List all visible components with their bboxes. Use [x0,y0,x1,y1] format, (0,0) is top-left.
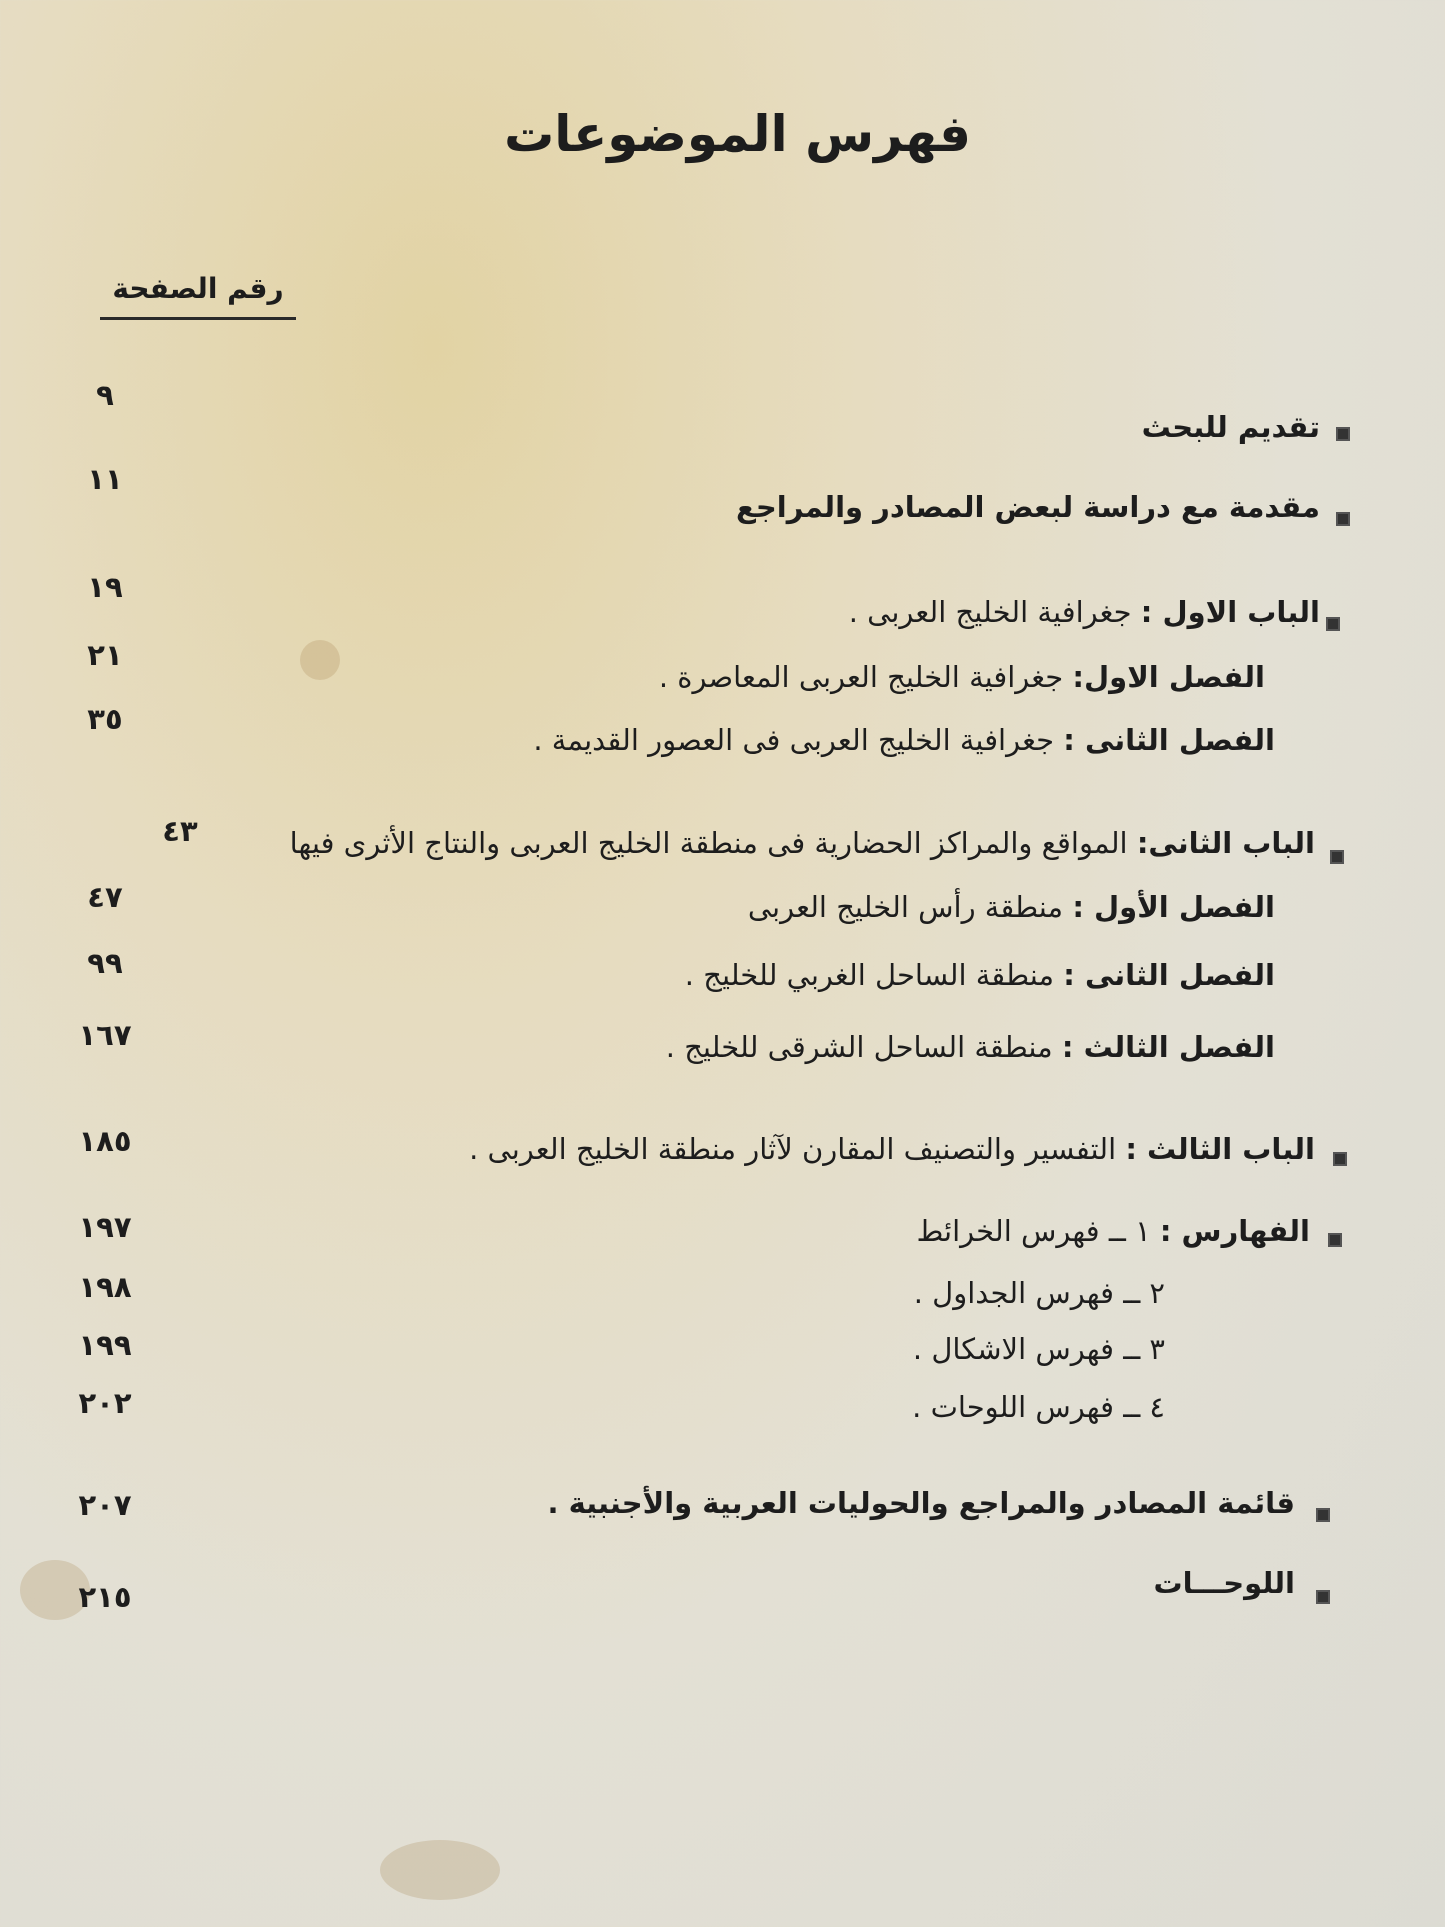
entry-text: ٤ ــ فهرس اللوحات . [912,1390,1165,1424]
entry-text: منطقة الساحل الشرقى للخليج . [665,1030,1053,1064]
toc-entry [659,660,1265,694]
toc-entry [533,723,1275,757]
entry-text: منطقة الساحل الغربي للخليج . [684,958,1055,992]
entry-label: الباب الثانى: [1136,826,1315,860]
toc-entry [849,595,1320,629]
entry-label: الفصل الثالث : [1061,1030,1275,1064]
page-number-column-header: رقم الصفحة [100,272,296,320]
page-number: ١٩٩ [78,1328,132,1362]
bullet-icon [1326,617,1340,631]
page-number: ٢١ [87,638,123,672]
bullet-icon [1316,1590,1330,1604]
page-number: ٢٠٢ [78,1386,132,1420]
bullet-icon [1333,1152,1347,1166]
entry-text: ١ ــ فهرس الخرائط [916,1214,1151,1248]
toc-entry [912,1390,1165,1424]
entry-text: جغرافية الخليج العربى المعاصرة . [658,660,1064,694]
page-number: ٤٣ [162,814,198,848]
entry-label: مقدمة مع دراسة لبعض المصادر والمراجع [736,490,1320,524]
entry-label: الفهارس : [1159,1214,1310,1248]
entry-text: ٣ ــ فهرس الاشكال . [912,1332,1165,1366]
toc-entry [736,490,1320,524]
stain [380,1840,500,1900]
toc-entry [685,958,1275,992]
toc-entry [748,890,1275,924]
entry-text: منطقة رأس الخليج العربى [747,890,1064,924]
page-number: ١٩٨ [78,1270,132,1304]
bullet-icon [1316,1508,1330,1522]
page-number: ٢١٥ [78,1580,132,1614]
entry-label: الفصل الاول: [1072,660,1265,694]
entry-label: الباب الاول : [1140,595,1320,629]
entry-text: جغرافية الخليج العربى فى العصور القديمة . [533,723,1055,757]
page-number: ٢٠٧ [78,1488,132,1522]
toc-entry [914,1276,1165,1310]
entry-text: المواقع والمراكز الحضارية فى منطقة الخليج العربى والنتاج الأثرى فيها [289,826,1128,860]
page-number: ١٩ [87,570,123,604]
entry-label: اللوحـــات [1153,1566,1295,1600]
page-number: ٤٧ [87,880,123,914]
entry-label: قائمة المصادر والمراجع والحوليات العربية والأجنبية . [547,1486,1295,1520]
page-number: ٣٥ [87,702,123,736]
entry-label: الفصل الأول : [1072,890,1275,924]
page-title: فهرس الموضوعات [504,105,971,163]
page-number: ٩٩ [87,946,123,980]
entry-label: الفصل الثانى : [1063,723,1275,757]
toc-entry [469,1132,1315,1166]
page-number: ١١ [87,462,123,496]
entry-label: الباب الثالث : [1125,1132,1315,1166]
bullet-icon [1328,1233,1342,1247]
bullet-icon [1330,850,1344,864]
entry-text: جغرافية الخليج العربى . [848,595,1132,629]
toc-entry [913,1332,1165,1366]
entry-label: الفصل الثانى : [1063,958,1275,992]
page-number: ٩ [96,378,114,412]
toc-entry [290,826,1315,860]
page-number: ١٩٧ [78,1210,132,1244]
bullet-icon [1336,512,1350,526]
entry-text: التفسير والتصنيف المقارن لآثار منطقة الخليج العربى . [469,1132,1117,1166]
bullet-icon [1336,427,1350,441]
page-number: ١٨٥ [78,1124,132,1158]
page-number: ١٦٧ [78,1018,132,1052]
toc-entry [1153,1566,1295,1600]
stain [300,640,340,680]
toc-entry [666,1030,1275,1064]
toc-entry [1142,410,1320,444]
entry-label: تقديم للبحث [1141,410,1320,444]
toc-entry [547,1486,1295,1520]
entry-text: ٢ ــ فهرس الجداول . [913,1276,1165,1310]
toc-entry [917,1214,1311,1248]
